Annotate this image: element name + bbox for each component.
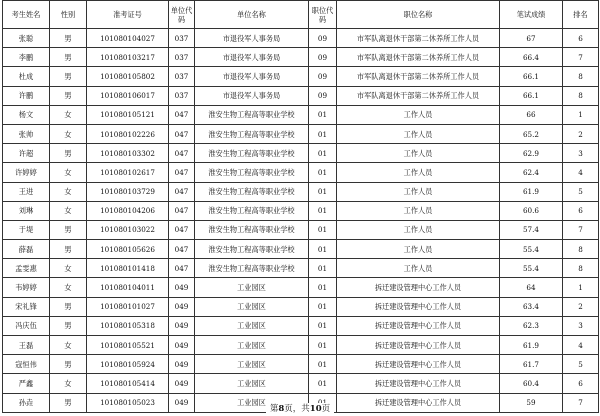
cell-rank: 7 — [563, 220, 599, 239]
table-row — [3, 201, 599, 220]
cell-unit-name: 市退役军人事务局 — [195, 48, 309, 67]
cell-rank: 5 — [563, 355, 599, 374]
cell-position-name: 拆迁建设管理中心工作人员 — [337, 278, 500, 297]
cell-admission-number: 101080105023 — [87, 393, 169, 412]
cell-admission-number: 101080105802 — [87, 67, 169, 86]
current-page-number: 8 — [278, 404, 285, 414]
cell-admission-number: 101080103217 — [87, 48, 169, 67]
cell-position-name: 工作人员 — [337, 220, 500, 239]
cell-name: 杨文 — [3, 105, 50, 124]
cell-position-name: 市军队离退休干部第二休养所工作人员 — [337, 67, 500, 86]
cell-unit-name: 市退役军人事务局 — [195, 67, 309, 86]
cell-position-name: 拆迁建设管理中心工作人员 — [337, 355, 500, 374]
cell-unit-code: 047 — [169, 240, 195, 259]
cell-name: 杜成 — [3, 67, 50, 86]
cell-position-code: 01 — [309, 182, 337, 201]
column-header-position-name: 职位名称 — [337, 1, 500, 29]
cell-position-name: 拆迁建设管理中心工作人员 — [337, 336, 500, 355]
cell-rank: 7 — [563, 393, 599, 412]
page-footer — [0, 403, 600, 416]
cell-name: 许鹏 — [3, 86, 50, 105]
table-row — [3, 48, 599, 67]
cell-name: 寇恒伟 — [3, 355, 50, 374]
cell-written-score: 61.9 — [500, 336, 563, 355]
cell-gender: 男 — [50, 29, 87, 48]
cell-gender: 女 — [50, 163, 87, 182]
cell-unit-name: 工业园区 — [195, 278, 309, 297]
cell-written-score: 64 — [500, 278, 563, 297]
cell-rank: 3 — [563, 144, 599, 163]
cell-unit-code: 049 — [169, 355, 195, 374]
cell-gender: 男 — [50, 355, 87, 374]
cell-name: 王进 — [3, 182, 50, 201]
cell-gender: 女 — [50, 105, 87, 124]
cell-gender: 男 — [50, 86, 87, 105]
cell-unit-code: 049 — [169, 336, 195, 355]
cell-gender: 男 — [50, 393, 87, 412]
cell-unit-name: 淮安生物工程高等职业学校 — [195, 105, 309, 124]
cell-gender: 男 — [50, 240, 87, 259]
cell-position-code: 01 — [309, 240, 337, 259]
cell-name: 于堤 — [3, 220, 50, 239]
cell-rank: 5 — [563, 182, 599, 201]
cell-unit-name: 淮安生物工程高等职业学校 — [195, 240, 309, 259]
cell-name: 许婷婷 — [3, 163, 50, 182]
cell-written-score: 66.4 — [500, 48, 563, 67]
cell-name: 孙垚 — [3, 393, 50, 412]
cell-name: 李鹏 — [3, 48, 50, 67]
cell-position-code: 01 — [309, 374, 337, 393]
cell-gender: 女 — [50, 374, 87, 393]
cell-unit-name: 市退役军人事务局 — [195, 29, 309, 48]
cell-rank: 2 — [563, 297, 599, 316]
column-header-name: 考生姓名 — [3, 1, 50, 29]
cell-position-name: 拆迁建设管理中心工作人员 — [337, 316, 500, 335]
cell-written-score: 60.4 — [500, 374, 563, 393]
cell-position-code: 01 — [309, 144, 337, 163]
column-header-gender: 性别 — [50, 1, 87, 29]
cell-rank: 6 — [563, 201, 599, 220]
cell-unit-code: 037 — [169, 86, 195, 105]
cell-written-score: 66 — [500, 105, 563, 124]
cell-rank: 6 — [563, 29, 599, 48]
cell-unit-name: 淮安生物工程高等职业学校 — [195, 259, 309, 278]
cell-rank: 4 — [563, 336, 599, 355]
cell-position-code: 09 — [309, 29, 337, 48]
page-suffix: 页 — [321, 404, 331, 414]
cell-unit-name: 工业园区 — [195, 297, 309, 316]
table-row — [3, 124, 599, 143]
cell-written-score: 67 — [500, 29, 563, 48]
cell-unit-name: 工业园区 — [195, 374, 309, 393]
table-row — [3, 355, 599, 374]
cell-gender: 女 — [50, 259, 87, 278]
cell-unit-name: 淮安生物工程高等职业学校 — [195, 182, 309, 201]
table-row — [3, 297, 599, 316]
cell-unit-name: 淮安生物工程高等职业学校 — [195, 144, 309, 163]
cell-position-name: 工作人员 — [337, 144, 500, 163]
cell-position-name: 拆迁建设管理中心工作人员 — [337, 393, 500, 412]
table-row — [3, 220, 599, 239]
cell-unit-name: 淮安生物工程高等职业学校 — [195, 124, 309, 143]
table-body — [3, 29, 599, 413]
cell-written-score: 60.6 — [500, 201, 563, 220]
table-row — [3, 105, 599, 124]
table-row — [3, 374, 599, 393]
cell-name: 刘琳 — [3, 201, 50, 220]
cell-admission-number: 101080102617 — [87, 163, 169, 182]
cell-position-code: 01 — [309, 163, 337, 182]
cell-rank: 1 — [563, 278, 599, 297]
column-header-position-code: 职位代码 — [309, 1, 337, 29]
cell-unit-name: 淮安生物工程高等职业学校 — [195, 163, 309, 182]
cell-written-score: 55.4 — [500, 259, 563, 278]
cell-position-name: 拆迁建设管理中心工作人员 — [337, 374, 500, 393]
cell-admission-number: 101080101027 — [87, 297, 169, 316]
cell-written-score: 62.4 — [500, 163, 563, 182]
cell-admission-number: 101080105924 — [87, 355, 169, 374]
cell-rank: 6 — [563, 374, 599, 393]
cell-unit-code: 047 — [169, 182, 195, 201]
cell-rank: 8 — [563, 67, 599, 86]
cell-written-score: 62.9 — [500, 144, 563, 163]
cell-gender: 男 — [50, 48, 87, 67]
table-header-row — [3, 1, 599, 29]
cell-name: 宋礼锋 — [3, 297, 50, 316]
cell-position-code: 09 — [309, 86, 337, 105]
cell-unit-name: 工业园区 — [195, 393, 309, 412]
cell-unit-code: 047 — [169, 163, 195, 182]
cell-name: 韦婷婷 — [3, 278, 50, 297]
cell-position-name: 市军队离退休干部第二休养所工作人员 — [337, 29, 500, 48]
cell-gender: 男 — [50, 220, 87, 239]
cell-gender: 男 — [50, 297, 87, 316]
cell-unit-name: 淮安生物工程高等职业学校 — [195, 220, 309, 239]
cell-rank: 1 — [563, 105, 599, 124]
cell-written-score: 66.1 — [500, 86, 563, 105]
cell-gender: 女 — [50, 124, 87, 143]
cell-unit-name: 淮安生物工程高等职业学校 — [195, 201, 309, 220]
page-prefix: 第 — [269, 404, 279, 414]
cell-position-code: 01 — [309, 278, 337, 297]
cell-name: 冯庆伍 — [3, 316, 50, 335]
cell-position-name: 工作人员 — [337, 240, 500, 259]
table-row — [3, 144, 599, 163]
cell-unit-name: 工业园区 — [195, 316, 309, 335]
cell-written-score: 57.4 — [500, 220, 563, 239]
cell-position-name: 工作人员 — [337, 182, 500, 201]
cell-written-score: 66.1 — [500, 67, 563, 86]
cell-admission-number: 101080106017 — [87, 86, 169, 105]
cell-unit-code: 047 — [169, 201, 195, 220]
cell-position-code: 01 — [309, 201, 337, 220]
cell-rank: 8 — [563, 240, 599, 259]
table-row — [3, 163, 599, 182]
cell-admission-number: 101080105121 — [87, 105, 169, 124]
table-row — [3, 278, 599, 297]
cell-admission-number: 101080104011 — [87, 278, 169, 297]
cell-name: 王磊 — [3, 336, 50, 355]
cell-unit-name: 工业园区 — [195, 336, 309, 355]
table-row — [3, 182, 599, 201]
cell-admission-number: 101080103022 — [87, 220, 169, 239]
cell-position-name: 拆迁建设管理中心工作人员 — [337, 297, 500, 316]
cell-admission-number: 101080104206 — [87, 201, 169, 220]
column-header-rank: 排名 — [563, 1, 599, 29]
cell-admission-number: 101080101418 — [87, 259, 169, 278]
cell-gender: 女 — [50, 336, 87, 355]
cell-position-code: 01 — [309, 220, 337, 239]
cell-admission-number: 101080105626 — [87, 240, 169, 259]
cell-name: 薛磊 — [3, 240, 50, 259]
cell-name: 张帅 — [3, 124, 50, 143]
cell-written-score: 62.3 — [500, 316, 563, 335]
table-row — [3, 86, 599, 105]
table-row — [3, 29, 599, 48]
cell-admission-number: 101080105521 — [87, 336, 169, 355]
cell-written-score: 55.4 — [500, 240, 563, 259]
cell-name: 许超 — [3, 144, 50, 163]
cell-unit-code: 047 — [169, 144, 195, 163]
cell-rank: 8 — [563, 86, 599, 105]
table-row — [3, 336, 599, 355]
total-pages-number: 10 — [309, 404, 322, 414]
cell-unit-code: 047 — [169, 259, 195, 278]
cell-name: 张聪 — [3, 29, 50, 48]
cell-position-code: 09 — [309, 48, 337, 67]
cell-rank: 4 — [563, 163, 599, 182]
cell-unit-name: 工业园区 — [195, 355, 309, 374]
cell-gender: 女 — [50, 182, 87, 201]
table-row — [3, 259, 599, 278]
cell-position-name: 工作人员 — [337, 201, 500, 220]
table-row — [3, 67, 599, 86]
cell-position-code: 01 — [309, 124, 337, 143]
cell-position-name: 工作人员 — [337, 259, 500, 278]
cell-gender: 男 — [50, 316, 87, 335]
cell-rank: 3 — [563, 316, 599, 335]
cell-gender: 男 — [50, 67, 87, 86]
cell-unit-name: 市退役军人事务局 — [195, 86, 309, 105]
column-header-written-score: 笔试成绩 — [500, 1, 563, 29]
cell-position-code: 01 — [309, 259, 337, 278]
cell-name: 孟雯惠 — [3, 259, 50, 278]
cell-position-code: 01 — [309, 297, 337, 316]
column-header-unit-code: 单位代码 — [169, 1, 195, 29]
cell-unit-code: 037 — [169, 67, 195, 86]
cell-written-score: 63.4 — [500, 297, 563, 316]
column-header-unit-name: 单位名称 — [195, 1, 309, 29]
cell-unit-code: 049 — [169, 374, 195, 393]
cell-admission-number: 101080104027 — [87, 29, 169, 48]
column-header-admission-number: 准考证号 — [87, 1, 169, 29]
cell-gender: 女 — [50, 278, 87, 297]
cell-rank: 8 — [563, 259, 599, 278]
cell-written-score: 61.9 — [500, 182, 563, 201]
cell-gender: 男 — [50, 144, 87, 163]
cell-unit-code: 047 — [169, 124, 195, 143]
cell-name: 严鑫 — [3, 374, 50, 393]
cell-written-score: 61.7 — [500, 355, 563, 374]
cell-admission-number: 101080103729 — [87, 182, 169, 201]
cell-admission-number: 101080103302 — [87, 144, 169, 163]
cell-position-code: 09 — [309, 67, 337, 86]
cell-admission-number: 101080102226 — [87, 124, 169, 143]
table-row — [3, 240, 599, 259]
cell-unit-code: 037 — [169, 29, 195, 48]
score-table — [2, 0, 599, 413]
cell-unit-code: 037 — [169, 48, 195, 67]
cell-unit-code: 047 — [169, 105, 195, 124]
cell-unit-code: 047 — [169, 220, 195, 239]
table-row — [3, 316, 599, 335]
cell-position-name: 工作人员 — [337, 163, 500, 182]
cell-rank: 7 — [563, 48, 599, 67]
cell-unit-code: 049 — [169, 278, 195, 297]
cell-position-name: 工作人员 — [337, 105, 500, 124]
page-middle: 页，共 — [284, 404, 310, 414]
cell-unit-code: 049 — [169, 297, 195, 316]
cell-position-name: 市军队离退休干部第二休养所工作人员 — [337, 48, 500, 67]
cell-position-code: 01 — [309, 316, 337, 335]
cell-admission-number: 101080105414 — [87, 374, 169, 393]
cell-position-name: 市军队离退休干部第二休养所工作人员 — [337, 86, 500, 105]
cell-rank: 2 — [563, 124, 599, 143]
cell-position-code: 01 — [309, 336, 337, 355]
cell-written-score: 65.2 — [500, 124, 563, 143]
cell-gender: 女 — [50, 201, 87, 220]
cell-position-code: 01 — [309, 355, 337, 374]
cell-position-code: 01 — [309, 105, 337, 124]
cell-unit-code: 049 — [169, 316, 195, 335]
cell-position-name: 工作人员 — [337, 124, 500, 143]
cell-admission-number: 101080105318 — [87, 316, 169, 335]
cell-written-score: 59 — [500, 393, 563, 412]
page-indicator — [266, 403, 334, 416]
cell-unit-code: 049 — [169, 393, 195, 412]
